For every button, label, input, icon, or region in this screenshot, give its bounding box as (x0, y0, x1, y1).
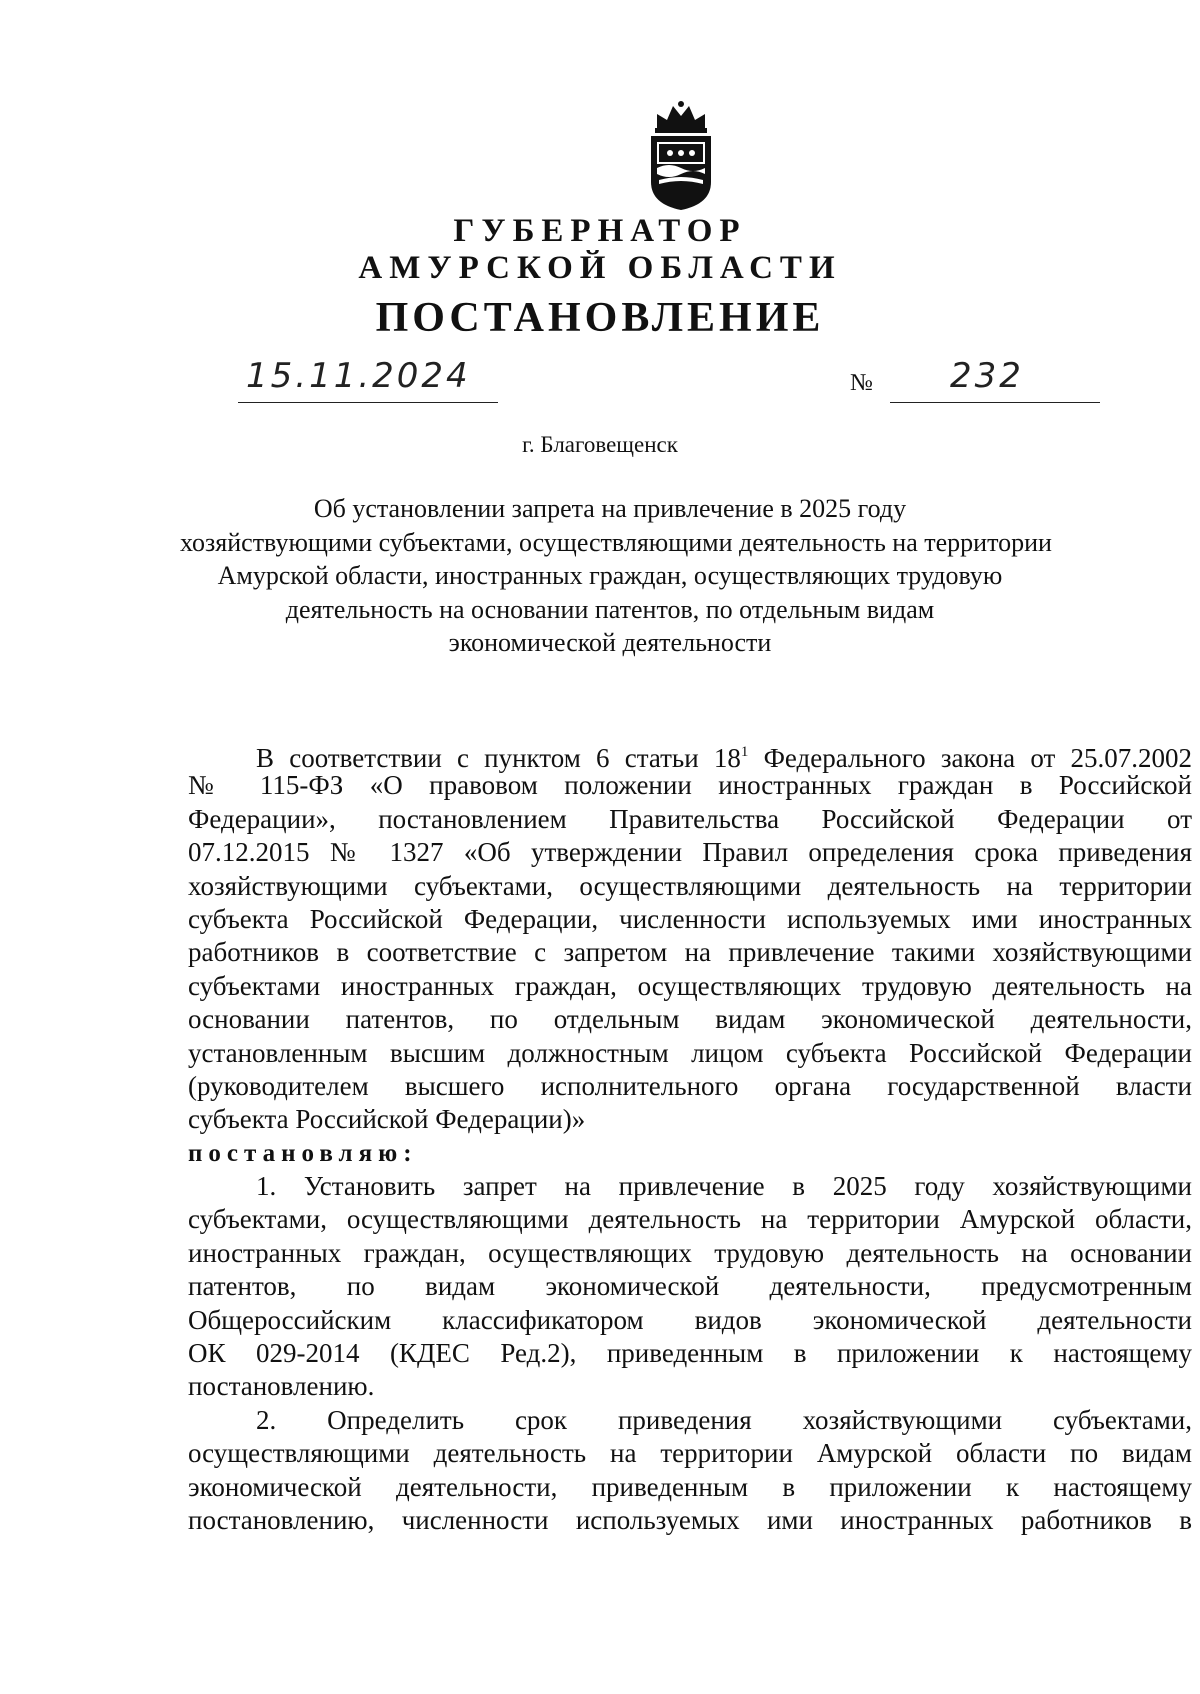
superscript: 1 (740, 744, 749, 760)
preamble-paragraph (188, 736, 1192, 1137)
item-1-paragraph (188, 1170, 1192, 1404)
item-line: постановлению, численности используемых ими иностранных работников в (188, 1504, 1192, 1535)
subject-line: хозяйствующими субъектами, осуществляющими деятельность на территории (180, 527, 1052, 557)
preamble-line: работников в соответствие с запретом на привлечение такими хозяйствующими (188, 937, 1192, 968)
preamble-line: хозяйствующими субъектами, осуществляющими деятельность на территории (188, 870, 1192, 901)
preamble-line: субъектами иностранных граждан, осуществляющих трудовую деятельность на (188, 970, 1192, 1001)
preamble-text: Федерального закона от 25.07.2002 (748, 743, 1192, 773)
document-subject (180, 492, 1052, 660)
city-name: г. Благовещенск (522, 432, 678, 457)
decree-word: постановляю: (188, 1139, 418, 1167)
item-line: субъектами, осуществляющими деятельность на территории Амурской области, (188, 1204, 1192, 1235)
subject-line: Об установлении запрета на привлечение в 2025 году (313, 494, 907, 523)
item-line: постановлению. (188, 1371, 375, 1402)
date-field (238, 354, 498, 403)
handwritten-date: 15.11.2024 (246, 356, 471, 396)
number-label: № (850, 370, 873, 396)
preamble-line (188, 736, 1192, 773)
item-line: 1. Установить запрет на привлечение в 2025 году хозяйствующими (256, 1171, 1192, 1202)
document-type-title: ПОСТАНОВЛЕНИЕ (375, 295, 825, 341)
item-line: патентов, по видам экономической деятельности, предусмотренным (188, 1271, 1192, 1302)
item-line: ОК 029-2014 (КДЕС Ред.2), приведенным в приложении к настоящему (188, 1338, 1192, 1369)
item-line: Общероссийским классификатором видов экономической деятельности (188, 1304, 1192, 1335)
item-line: осуществляющими деятельность на территории Амурской области по видам (188, 1438, 1192, 1469)
subject-line: деятельность на основании патентов, по отдельным видам (285, 594, 935, 624)
amur-region-coat-of-arms-icon (635, 100, 727, 212)
preamble-line: № 115-ФЗ «О правовом положении иностранных граждан в Российской (188, 770, 1192, 801)
preamble-line: (руководителем высшего исполнительного органа государственной власти (188, 1070, 1192, 1101)
preamble-line: 07.12.2015 № 1327 «Об утверждении Правил определения срока приведения (188, 837, 1192, 868)
item-line: иностранных граждан, осуществляющих трудовую деятельность на основании (188, 1237, 1192, 1268)
item-line: 2. Определить срок приведения хозяйствующими субъектами, (256, 1404, 1192, 1435)
item-2-paragraph (188, 1404, 1192, 1538)
handwritten-number: 232 (950, 356, 1024, 396)
preamble-line: установленным высшим должностным лицом субъекта Российской Федерации (188, 1037, 1192, 1068)
document-body (188, 736, 1192, 1537)
subject-line: Амурской области, иностранных граждан, осуществляющих трудовую (217, 561, 1003, 590)
header-region: АМУРСКОЙ ОБЛАСТИ (358, 250, 842, 286)
preamble-line: субъекта Российской Федерации)» (188, 1104, 586, 1135)
preamble-text: В соответствии с пунктом 6 статьи 18 (256, 743, 741, 773)
preamble-line: основании патентов, по отдельным видам экономической деятельности, (188, 1004, 1192, 1035)
header-governor: ГУБЕРНАТОР (453, 213, 747, 249)
number-field (890, 354, 1100, 403)
subject-line: экономической деятельности (448, 628, 772, 657)
item-line: экономической деятельности, приведенным в приложении к настоящему (188, 1471, 1192, 1502)
preamble-line: субъекта Российской Федерации, численности используемых ими иностранных (188, 903, 1192, 934)
preamble-line: Федерации», постановлением Правительства Российской Федерации от (188, 803, 1192, 834)
